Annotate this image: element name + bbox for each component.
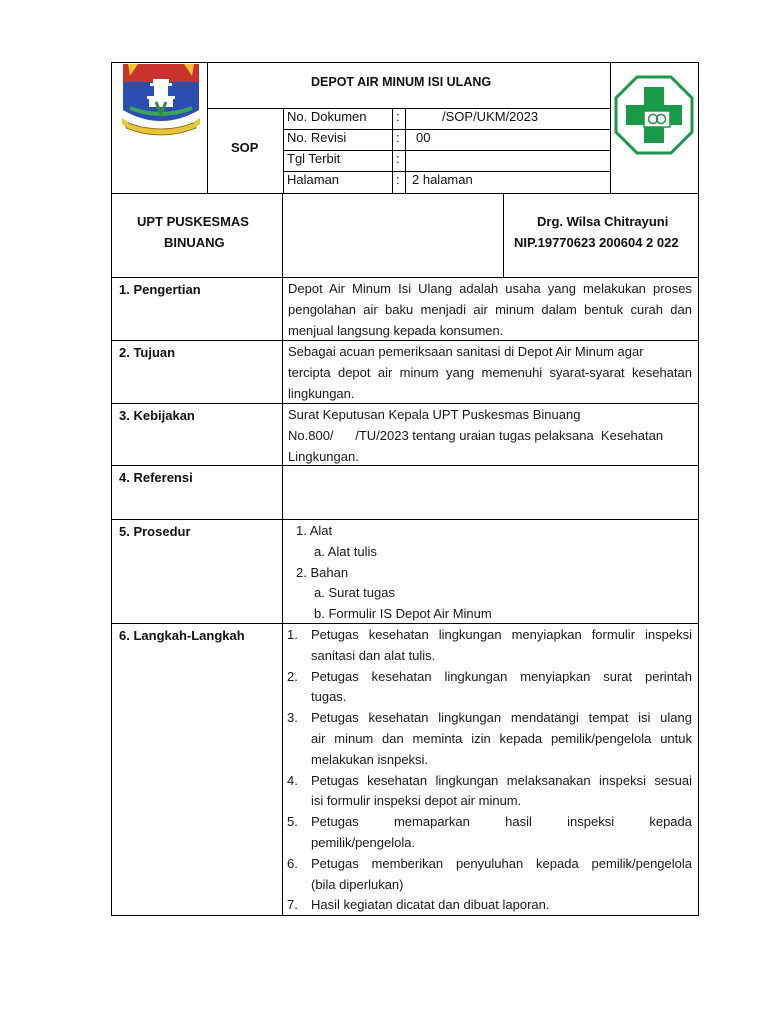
section-pengertian — [111, 278, 699, 341]
regional-emblem-logo — [120, 62, 202, 144]
list-item: b. Formulir IS Depot Air Minum — [314, 606, 492, 622]
section-tujuan — [111, 341, 699, 404]
doc-field-colon: : — [396, 109, 400, 124]
text-line: No.800/ /TU/2023 tentang uraian tugas pelaksana Kesehatan — [288, 427, 664, 443]
section-referensi — [111, 466, 699, 520]
section-label: 4. Referensi — [119, 470, 193, 485]
doc-field-label: Halaman — [287, 172, 340, 187]
divider — [405, 108, 406, 194]
divider — [283, 108, 284, 194]
list-item: a. Surat tugas — [314, 585, 395, 601]
divider — [610, 62, 611, 194]
section-kebijakan — [111, 404, 699, 466]
doc-number-value: /SOP/UKM/2023 — [442, 109, 539, 124]
signer-nip: NIP.19770623 200604 2 022 — [514, 235, 679, 250]
section-label: 5. Prosedur — [119, 524, 191, 539]
list-item: 6. Petugas memberikan penyuluhan kepada pemilik/pengelola (bila diperlukan) — [287, 855, 692, 892]
list-item: 5. Petugas memaparkan hasil inspeksi kepada pemilik/pengelola. — [287, 814, 692, 850]
doc-field-label: No. Dokumen — [287, 109, 367, 124]
revision-value: 00 — [416, 130, 431, 145]
text-line: pengolahan air baku menjadi air minum dalam bentuk curah dan — [288, 301, 692, 317]
section-prosedur — [111, 520, 699, 624]
list-item: 2. Petugas kesehatan lingkungan menyiapkan surat perintah tugas. — [287, 668, 692, 705]
doc-field-label: Tgl Terbit — [287, 151, 341, 166]
doc-field-label: No. Revisi — [287, 130, 347, 145]
doc-field-colon: : — [396, 172, 400, 187]
org-name-line1: UPT PUSKESMAS — [137, 214, 249, 229]
text-line: tercipta depot air minum yang memenuhi syarat-syarat kesehatan — [288, 364, 692, 380]
list-item: 2. Bahan — [296, 564, 349, 580]
divider — [207, 108, 610, 109]
list-item: 1. Alat — [296, 523, 333, 538]
text-line: Lingkungan. — [288, 448, 359, 464]
sop-label: SOP — [231, 140, 259, 155]
list-item: a. Alat tulis — [314, 543, 377, 559]
text-line: Surat Keputusan Kepala UPT Puskesmas Binuang — [288, 407, 581, 422]
text-line: Depot Air Minum Isi Ulang adalah usaha yang melakukan proses — [288, 281, 692, 296]
section-label: 6. Langkah-Langkah — [119, 628, 245, 643]
section-label: 1. Pengertian — [119, 282, 201, 297]
section-langkah — [111, 624, 699, 916]
puskesmas-logo — [614, 75, 694, 155]
section-label: 2. Tujuan — [119, 345, 176, 360]
signer-name: Drg. Wilsa Chitrayuni — [537, 214, 669, 229]
text-line: menjual langsung kepada konsumen. — [288, 322, 504, 338]
text-line: Sebagai acuan pemeriksaan sanitasi di Depot Air Minum agar — [288, 344, 644, 359]
document-title: DEPOT AIR MINUM ISI ULANG — [311, 75, 492, 89]
list-item: 7. Hasil kegiatan dicatat dan dibuat laporan. — [287, 897, 550, 913]
org-name-line2: BINUANG — [164, 235, 225, 250]
text-line: lingkungan. — [288, 385, 355, 401]
section-label: 3. Kebijakan — [119, 408, 195, 423]
list-item: 4. Petugas kesehatan lingkungan melaksanakan inspeksi sesuai isi formulir inspeksi depot air minum. — [287, 772, 692, 809]
divider — [392, 108, 393, 194]
pages-value: 2 halaman — [412, 172, 473, 187]
doc-field-colon: : — [396, 151, 400, 166]
doc-field-colon: : — [396, 130, 400, 145]
divider — [207, 62, 208, 194]
list-item: 1. Petugas kesehatan lingkungan menyiapkan formulir inspeksi sanitasi dan alat tulis. — [287, 627, 692, 663]
list-item: 3. Petugas kesehatan lingkungan mendatangi tempat isi ulang air minum dan meminta izin kepada pemilik/pengelola untuk melakukan isnpeksi. — [287, 710, 692, 767]
